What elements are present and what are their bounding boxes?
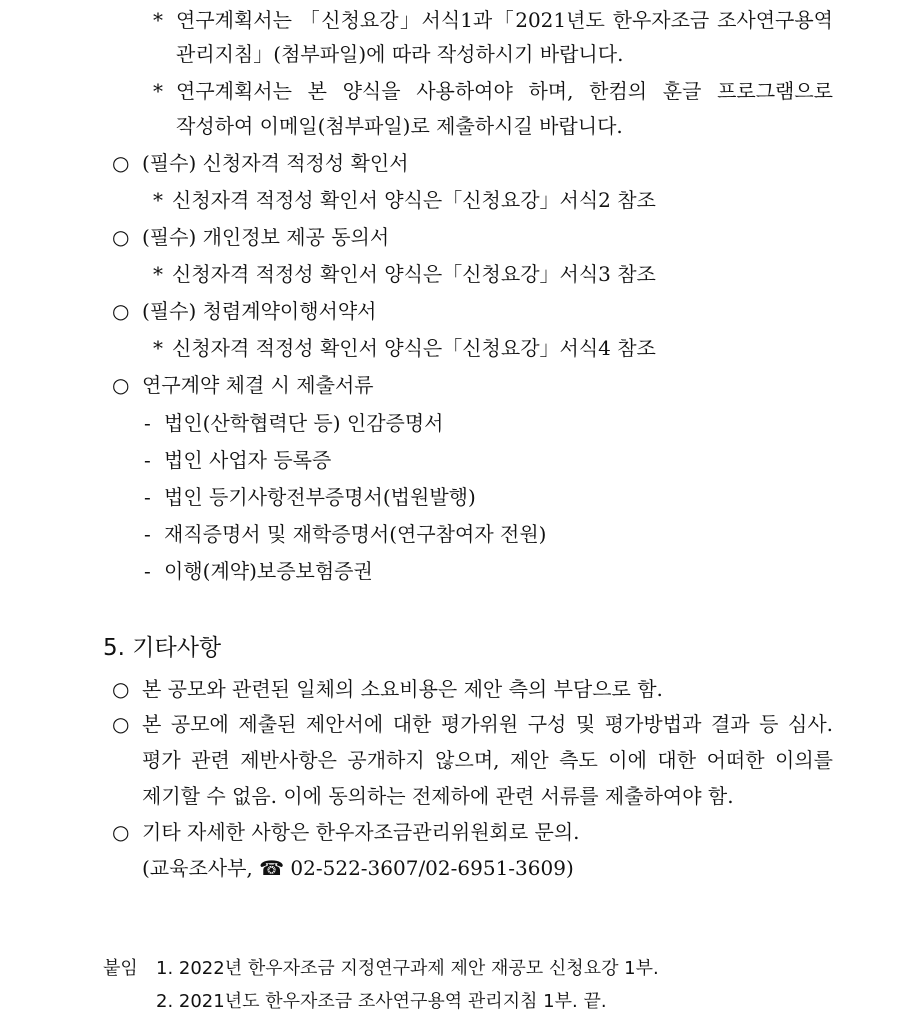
- circle-bullet: ○: [112, 373, 130, 397]
- dash-bullet: -: [144, 559, 151, 583]
- note-text: 작성하여 이메일(첨부파일)로 제출하시길 바랍니다.: [176, 114, 623, 138]
- section5-text: 기타 자세한 사항은 한우자조금관리위원회로 문의.: [142, 820, 580, 844]
- attachment-item: 1. 2022년 한우자조금 지정연구과제 제안 재공모 신청요강 1부.: [156, 958, 659, 979]
- section5-text: 평가 관련 제반사항은 공개하지 않으며, 제안 측도 이에 대한 어떠한 이의를: [142, 748, 833, 772]
- required-doc-note: 신청자격 적정성 확인서 양식은「신청요강」서식2 참조: [172, 188, 656, 212]
- circle-bullet: ○: [112, 299, 130, 323]
- note-star: *: [153, 79, 163, 103]
- circle-bullet: ○: [112, 151, 130, 175]
- contract-doc-item: 법인 등기사항전부증명서(법원발행): [164, 485, 476, 509]
- contact-info: [142, 854, 574, 882]
- note-text: 관리지침」(첨부파일)에 따라 작성하시기 바랍니다.: [176, 42, 624, 66]
- circle-bullet: ○: [112, 712, 130, 736]
- section5-text: 제기할 수 없음. 이에 동의하는 전제하에 관련 서류를 제출하여야 함.: [142, 784, 734, 808]
- required-doc-title: (필수) 개인정보 제공 동의서: [142, 225, 390, 249]
- note-star: *: [153, 8, 163, 32]
- dash-bullet: -: [144, 411, 151, 435]
- note-text: 연구계획서는 「신청요강」서식1과「2021년도 한우자조금 조사연구용역: [176, 8, 833, 32]
- circle-bullet: ○: [112, 225, 130, 249]
- circle-bullet: ○: [112, 820, 130, 844]
- contract-doc-item: 법인 사업자 등록증: [164, 448, 332, 472]
- attachment-item: 2. 2021년도 한우자조금 조사연구용역 관리지침 1부. 끝.: [156, 991, 607, 1012]
- required-doc-title: (필수) 청렴계약이행서약서: [142, 299, 377, 323]
- section5-text: 본 공모에 제출된 제안서에 대한 평가위원 구성 및 평가방법과 결과 등 심사.: [142, 712, 833, 736]
- note-text: 연구계획서는 본 양식을 사용하여야 하며, 한컴의 훈글 프로그램으로: [176, 79, 833, 103]
- attachment-label: 붙임: [103, 958, 138, 979]
- telephone-icon: ☎: [259, 856, 285, 880]
- note-star: *: [153, 262, 163, 286]
- contract-doc-item: 이행(계약)보증보험증권: [164, 559, 373, 583]
- contract-doc-item: 법인(산학협력단 등) 인감증명서: [164, 411, 444, 435]
- section-heading: 5. 기타사항: [103, 635, 222, 661]
- contract-docs-title: 연구계약 체결 시 제출서류: [142, 373, 374, 397]
- contract-doc-item: 재직증명서 및 재학증명서(연구참여자 전원): [164, 522, 547, 546]
- circle-bullet: ○: [112, 677, 130, 701]
- section5-text: 본 공모와 관련된 일체의 소요비용은 제안 측의 부담으로 함.: [142, 677, 663, 701]
- note-star: *: [153, 336, 163, 360]
- note-star: *: [153, 188, 163, 212]
- dash-bullet: -: [144, 522, 151, 546]
- dash-bullet: -: [144, 485, 151, 509]
- dash-bullet: -: [144, 448, 151, 472]
- required-doc-note: 신청자격 적정성 확인서 양식은「신청요강」서식4 참조: [172, 336, 656, 360]
- required-doc-title: (필수) 신청자격 적정성 확인서: [142, 151, 409, 175]
- contact-dept: (교육조사부,: [142, 856, 253, 880]
- contact-numbers: 02-522-3607/02-6951-3609): [290, 856, 574, 880]
- required-doc-note: 신청자격 적정성 확인서 양식은「신청요강」서식3 참조: [172, 262, 656, 286]
